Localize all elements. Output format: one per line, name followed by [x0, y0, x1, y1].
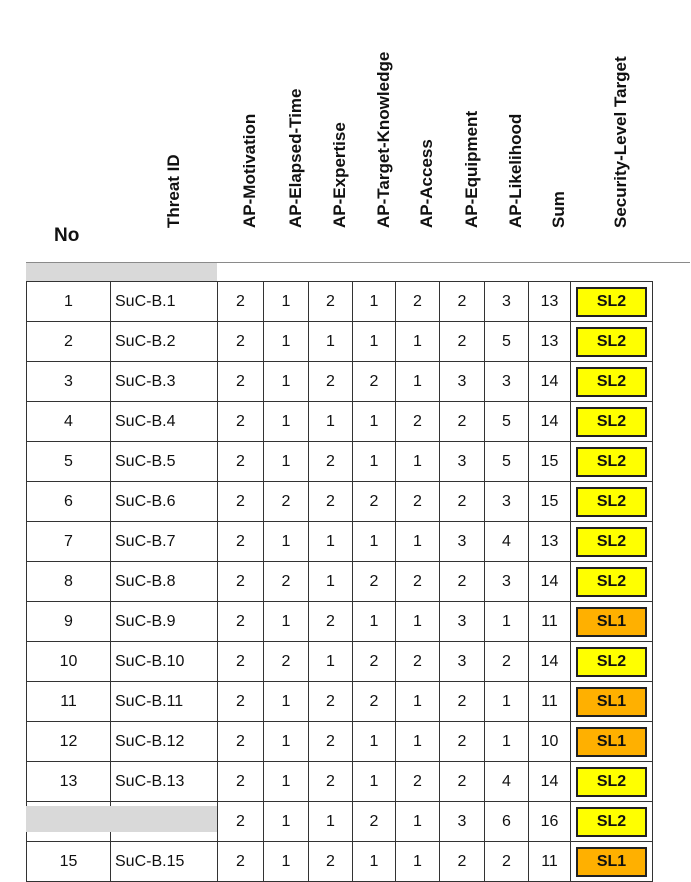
cell-ap-likelihood: 5 [485, 322, 529, 362]
cell-ap-equipment: 2 [440, 842, 485, 882]
cell-ap-equipment: 3 [440, 442, 485, 482]
cell-ap-access: 2 [396, 762, 440, 802]
cell-threat-id: SuC-B.15 [111, 842, 218, 882]
security-level-badge: SL2 [576, 287, 647, 317]
cell-ap-equipment: 3 [440, 642, 485, 682]
cell-ap-equipment: 3 [440, 602, 485, 642]
cell-ap-target-knowledge: 1 [353, 522, 396, 562]
cell-ap-motivation: 2 [218, 802, 264, 842]
cell-security-level [571, 602, 653, 642]
cell-ap-likelihood: 1 [485, 682, 529, 722]
cell-no: 3 [27, 362, 111, 402]
header-ap-expertise: AP-Expertise [330, 122, 349, 228]
cell-ap-expertise: 1 [309, 402, 353, 442]
cell-ap-expertise: 2 [309, 602, 353, 642]
cell-no: 9 [27, 602, 111, 642]
cell-ap-target-knowledge: 2 [353, 802, 396, 842]
table-row [27, 322, 653, 362]
cell-ap-access: 1 [396, 682, 440, 722]
cell-ap-elapsed-time: 1 [264, 322, 309, 362]
cell-sum: 11 [529, 842, 571, 882]
cell-sum: 14 [529, 362, 571, 402]
cell-ap-target-knowledge: 1 [353, 402, 396, 442]
cell-ap-likelihood: 4 [485, 762, 529, 802]
cell-ap-likelihood: 1 [485, 722, 529, 762]
cell-ap-motivation: 2 [218, 682, 264, 722]
cell-ap-equipment: 2 [440, 402, 485, 442]
cell-ap-likelihood: 3 [485, 482, 529, 522]
cell-security-level [571, 282, 653, 322]
gray-bar-top [26, 263, 217, 281]
table-row [27, 482, 653, 522]
cell-sum: 14 [529, 762, 571, 802]
cell-ap-access: 2 [396, 562, 440, 602]
cell-ap-motivation: 2 [218, 642, 264, 682]
cell-ap-target-knowledge: 1 [353, 722, 396, 762]
table-row [27, 562, 653, 602]
cell-ap-expertise: 2 [309, 722, 353, 762]
cell-ap-access: 2 [396, 402, 440, 442]
table-row [27, 442, 653, 482]
cell-no: 13 [27, 762, 111, 802]
threat-table [26, 281, 653, 882]
cell-ap-target-knowledge: 2 [353, 482, 396, 522]
cell-ap-target-knowledge: 1 [353, 322, 396, 362]
cell-ap-motivation: 2 [218, 602, 264, 642]
cell-ap-target-knowledge: 1 [353, 602, 396, 642]
cell-ap-likelihood: 3 [485, 362, 529, 402]
cell-threat-id: SuC-B.4 [111, 402, 218, 442]
cell-sum: 14 [529, 642, 571, 682]
cell-ap-access: 2 [396, 282, 440, 322]
cell-ap-access: 2 [396, 642, 440, 682]
cell-ap-access: 1 [396, 722, 440, 762]
security-level-badge: SL1 [576, 727, 647, 757]
cell-ap-likelihood: 3 [485, 282, 529, 322]
cell-threat-id: SuC-B.3 [111, 362, 218, 402]
table-row [27, 402, 653, 442]
cell-ap-motivation: 2 [218, 282, 264, 322]
table-row [27, 642, 653, 682]
cell-threat-id: SuC-B.9 [111, 602, 218, 642]
cell-ap-motivation: 2 [218, 842, 264, 882]
cell-threat-id: SuC-B.6 [111, 482, 218, 522]
cell-ap-equipment: 2 [440, 482, 485, 522]
cell-ap-motivation: 2 [218, 402, 264, 442]
cell-sum: 11 [529, 682, 571, 722]
security-level-badge: SL2 [576, 327, 647, 357]
cell-ap-access: 1 [396, 362, 440, 402]
cell-security-level [571, 682, 653, 722]
header-security-level-target: Security-Level Target [611, 56, 630, 228]
security-level-badge: SL1 [576, 687, 647, 717]
cell-ap-likelihood: 4 [485, 522, 529, 562]
security-level-badge: SL2 [576, 807, 647, 837]
cell-ap-equipment: 2 [440, 562, 485, 602]
cell-ap-equipment: 2 [440, 322, 485, 362]
cell-security-level [571, 642, 653, 682]
cell-sum: 13 [529, 322, 571, 362]
cell-ap-elapsed-time: 1 [264, 442, 309, 482]
cell-ap-access: 1 [396, 842, 440, 882]
cell-ap-elapsed-time: 1 [264, 282, 309, 322]
table-row [27, 722, 653, 762]
cell-ap-elapsed-time: 1 [264, 842, 309, 882]
cell-sum: 13 [529, 522, 571, 562]
cell-ap-motivation: 2 [218, 362, 264, 402]
cell-ap-likelihood: 1 [485, 602, 529, 642]
cell-ap-access: 1 [396, 802, 440, 842]
cell-no: 15 [27, 842, 111, 882]
cell-ap-access: 1 [396, 322, 440, 362]
header-ap-elapsed-time: AP-Elapsed-Time [285, 88, 305, 228]
cell-ap-elapsed-time: 2 [264, 562, 309, 602]
cell-ap-expertise: 1 [309, 642, 353, 682]
cell-threat-id: SuC-B.5 [111, 442, 218, 482]
cell-security-level [571, 442, 653, 482]
cell-ap-motivation: 2 [218, 522, 264, 562]
header-ap-equipment: AP-Equipment [461, 110, 481, 228]
cell-no: 10 [27, 642, 111, 682]
cell-ap-equipment: 2 [440, 722, 485, 762]
cell-ap-likelihood: 2 [485, 642, 529, 682]
cell-threat-id: SuC-B.13 [111, 762, 218, 802]
cell-ap-motivation: 2 [218, 322, 264, 362]
cell-ap-likelihood: 2 [485, 842, 529, 882]
cell-ap-expertise: 1 [309, 562, 353, 602]
cell-ap-elapsed-time: 1 [264, 802, 309, 842]
cell-ap-elapsed-time: 1 [264, 402, 309, 442]
cell-ap-expertise: 1 [309, 322, 353, 362]
table-row [27, 362, 653, 402]
header-ap-likelihood: AP-Likelihood [506, 113, 525, 228]
security-level-badge: SL2 [576, 647, 647, 677]
table-row [27, 282, 653, 322]
security-level-badge: SL2 [576, 527, 647, 557]
table-row [27, 762, 653, 802]
cell-security-level [571, 802, 653, 842]
cell-security-level [571, 762, 653, 802]
table-row [27, 602, 653, 642]
cell-ap-equipment: 3 [440, 522, 485, 562]
cell-ap-access: 1 [396, 442, 440, 482]
cell-security-level [571, 722, 653, 762]
cell-sum: 15 [529, 482, 571, 522]
cell-threat-id: SuC-B.7 [111, 522, 218, 562]
cell-ap-expertise: 1 [309, 522, 353, 562]
cell-ap-elapsed-time: 2 [264, 642, 309, 682]
cell-ap-motivation: 2 [218, 562, 264, 602]
cell-no: 12 [27, 722, 111, 762]
cell-ap-expertise: 2 [309, 442, 353, 482]
cell-ap-target-knowledge: 1 [353, 282, 396, 322]
cell-no: 11 [27, 682, 111, 722]
cell-ap-equipment: 2 [440, 682, 485, 722]
cell-no: 2 [27, 322, 111, 362]
cell-security-level [571, 362, 653, 402]
cell-security-level [571, 322, 653, 362]
cell-security-level [571, 482, 653, 522]
cell-ap-equipment: 2 [440, 762, 485, 802]
cell-ap-target-knowledge: 1 [353, 442, 396, 482]
security-level-badge: SL1 [576, 847, 647, 877]
cell-ap-elapsed-time: 1 [264, 362, 309, 402]
cell-threat-id: SuC-B.12 [111, 722, 218, 762]
cell-ap-target-knowledge: 2 [353, 682, 396, 722]
cell-no: 7 [27, 522, 111, 562]
cell-ap-target-knowledge: 2 [353, 642, 396, 682]
cell-ap-elapsed-time: 1 [264, 682, 309, 722]
cell-ap-expertise: 2 [309, 682, 353, 722]
cell-threat-id: SuC-B.1 [111, 282, 218, 322]
cell-ap-motivation: 2 [218, 722, 264, 762]
security-level-badge: SL2 [576, 567, 647, 597]
cell-sum: 13 [529, 282, 571, 322]
cell-ap-expertise: 2 [309, 842, 353, 882]
cell-ap-likelihood: 5 [485, 402, 529, 442]
cell-sum: 11 [529, 602, 571, 642]
cell-sum: 14 [529, 562, 571, 602]
cell-security-level [571, 842, 653, 882]
cell-sum: 10 [529, 722, 571, 762]
table-row [27, 842, 653, 882]
security-level-badge: SL2 [576, 407, 647, 437]
cell-ap-access: 1 [396, 522, 440, 562]
cell-ap-expertise: 2 [309, 762, 353, 802]
cell-no: 4 [27, 402, 111, 442]
cell-threat-id: SuC-B.11 [111, 682, 218, 722]
security-level-badge: SL2 [576, 767, 647, 797]
cell-ap-target-knowledge: 1 [353, 842, 396, 882]
cell-ap-expertise: 2 [309, 362, 353, 402]
header-ap-target-knowledge: AP-Target-Knowledge [373, 51, 393, 228]
cell-no: 8 [27, 562, 111, 602]
cell-ap-target-knowledge: 2 [353, 562, 396, 602]
cell-ap-likelihood: 3 [485, 562, 529, 602]
cell-security-level [571, 562, 653, 602]
cell-ap-elapsed-time: 1 [264, 722, 309, 762]
header-sum: Sum [549, 191, 568, 228]
cell-ap-likelihood: 5 [485, 442, 529, 482]
cell-ap-access: 2 [396, 482, 440, 522]
security-level-badge: SL2 [576, 487, 647, 517]
cell-no: 5 [27, 442, 111, 482]
cell-ap-elapsed-time: 1 [264, 602, 309, 642]
cell-ap-expertise: 1 [309, 802, 353, 842]
table-header [0, 0, 691, 262]
cell-ap-expertise: 2 [309, 282, 353, 322]
cell-ap-likelihood: 6 [485, 802, 529, 842]
security-level-badge: SL2 [576, 367, 647, 397]
cell-ap-target-knowledge: 1 [353, 762, 396, 802]
security-level-badge: SL2 [576, 447, 647, 477]
cell-security-level [571, 522, 653, 562]
cell-ap-elapsed-time: 1 [264, 522, 309, 562]
cell-ap-expertise: 2 [309, 482, 353, 522]
cell-sum: 16 [529, 802, 571, 842]
table-row [27, 682, 653, 722]
cell-sum: 14 [529, 402, 571, 442]
cell-ap-elapsed-time: 1 [264, 762, 309, 802]
cell-ap-access: 1 [396, 602, 440, 642]
cell-no: 1 [27, 282, 111, 322]
cell-no: 6 [27, 482, 111, 522]
header-ap-access: AP-Access [417, 139, 436, 228]
cell-ap-equipment: 3 [440, 802, 485, 842]
header-threat-id: Threat ID [163, 154, 183, 228]
header-no: No [54, 225, 80, 246]
cell-ap-equipment: 2 [440, 282, 485, 322]
cell-security-level [571, 402, 653, 442]
cell-threat-id: SuC-B.10 [111, 642, 218, 682]
cell-ap-elapsed-time: 2 [264, 482, 309, 522]
cell-threat-id: SuC-B.2 [111, 322, 218, 362]
cell-threat-id: SuC-B.8 [111, 562, 218, 602]
table-row [27, 522, 653, 562]
header-ap-motivation: AP-Motivation [240, 113, 259, 228]
cell-ap-equipment: 3 [440, 362, 485, 402]
cell-ap-motivation: 2 [218, 442, 264, 482]
security-level-badge: SL1 [576, 607, 647, 637]
cell-ap-target-knowledge: 2 [353, 362, 396, 402]
gray-bar-bottom [26, 806, 217, 832]
cell-ap-motivation: 2 [218, 482, 264, 522]
cell-sum: 15 [529, 442, 571, 482]
cell-ap-motivation: 2 [218, 762, 264, 802]
